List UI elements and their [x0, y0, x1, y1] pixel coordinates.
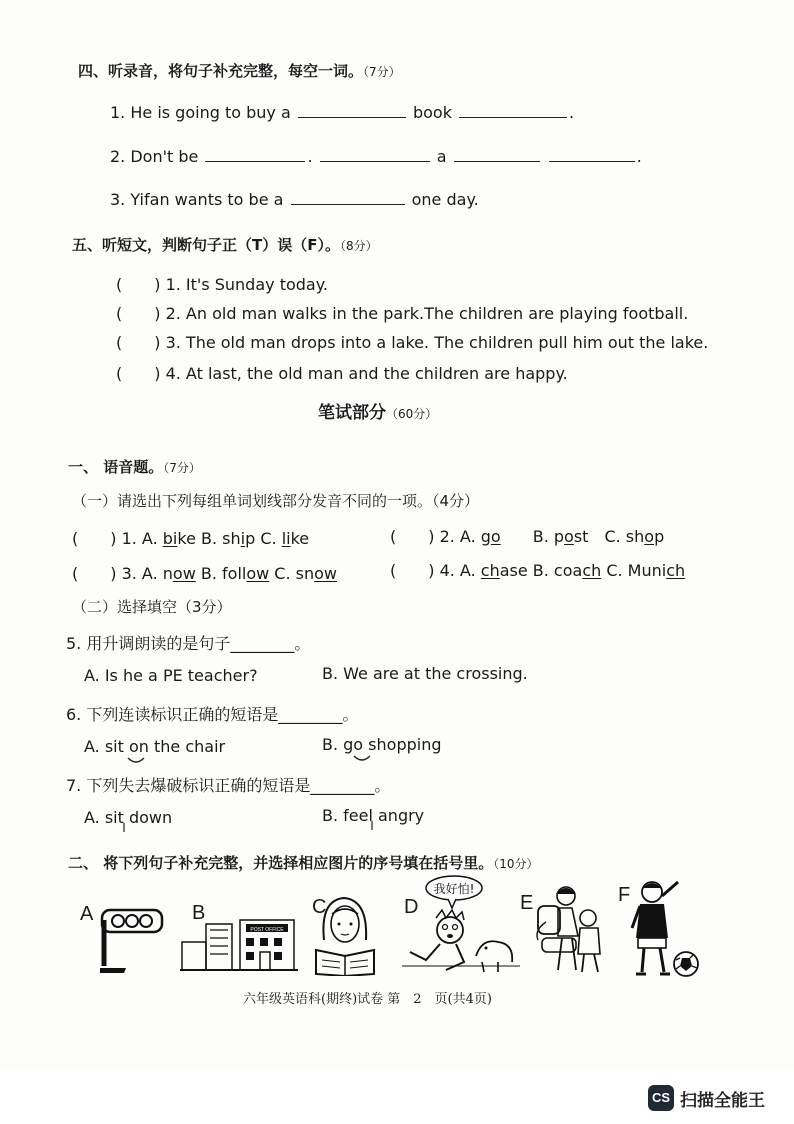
- phonics-part1-instruction: （一）请选出下列每组单词划线部分发音不同的一项。（4分）: [72, 492, 480, 510]
- picture-label-c: C: [312, 896, 327, 918]
- tf-item: ( ) 4. At last, the old man and the children are happy.: [116, 364, 568, 383]
- question-4-1: 1. He is going to buy a book .: [110, 103, 575, 122]
- question-4-3: 3. Yifan wants to be a one day.: [110, 190, 479, 209]
- phonics-row-2: ( ) 3. A. now B. follow C. snow: [72, 564, 337, 583]
- section-4-heading: 四、听录音，将句子补充完整，每空一词。（7分）: [78, 62, 401, 80]
- traffic-light-picture: [96, 906, 168, 976]
- question-4-2: 2. Don't be . a .: [110, 147, 642, 166]
- phonics-row-1b: ( ) 2. A. go B. post C. shop: [390, 527, 665, 546]
- tf-item: ( ) 2. An old man walks in the park.The children are playing football.: [116, 304, 689, 323]
- section-5-heading: 五、听短文，判断句子正（T）误（F）。（8分）: [72, 236, 378, 254]
- liaison-mark-icon: [352, 755, 372, 763]
- camscanner-logo: CS: [648, 1085, 674, 1111]
- question-5-option-a: A. Is he a PE teacher?: [84, 666, 258, 685]
- post-office-picture: [180, 912, 298, 972]
- tf-item: ( ) 3. The old man drops into a lake. The children pull him out the lake.: [116, 333, 709, 352]
- scared-boy-dog-picture: [402, 874, 520, 974]
- girl-reading-picture: [310, 892, 380, 976]
- soccer-referee-picture: [630, 876, 704, 978]
- tf-item: ( ) 1. It's Sunday today.: [116, 275, 328, 294]
- picture-label-e: E: [520, 892, 534, 914]
- question-7-option-a: A. sit down: [84, 808, 172, 827]
- phonics-part2-instruction: （二）选择填空（3分）: [72, 598, 232, 616]
- phonics-row-2b: ( ) 4. A. chase B. coach C. Munich: [390, 561, 686, 580]
- liaison-mark-icon: [126, 757, 146, 765]
- post-office-sign: POST OFFICE: [250, 927, 284, 933]
- picture-label-b: B: [192, 902, 206, 924]
- picture-label-d: D: [404, 896, 419, 918]
- written-part-title: 笔试部分（60分）: [318, 403, 438, 423]
- phonics-heading: 一、 语音题。（7分）: [68, 458, 201, 476]
- question-6-option-b: B. go shopping: [322, 735, 442, 754]
- picture-label-a: A: [80, 903, 94, 925]
- speech-bubble-text: 我好怕!: [433, 882, 475, 896]
- question-6: 6. 下列连读标识正确的短语是________。: [66, 705, 359, 724]
- question-6-option-a: A. sit on the chair: [84, 737, 225, 756]
- camscanner-text: 扫描全能王: [680, 1091, 765, 1111]
- question-5: 5. 用升调朗读的是句子________。: [66, 634, 311, 653]
- section-2-heading: 二、 将下列句子补充完整，并选择相应图片的序号填在括号里。（10分）: [68, 854, 539, 872]
- travelers-picture: [528, 882, 610, 974]
- phonics-row-1: ( ) 1. A. bike B. ship C. like: [72, 529, 310, 548]
- question-7: 7. 下列失去爆破标识正确的短语是________。: [66, 776, 391, 795]
- picture-label-f: F: [618, 884, 631, 906]
- question-5-option-b: B. We are at the crossing.: [322, 664, 528, 683]
- loss-of-plosion-mark-icon: [371, 821, 377, 831]
- question-7-option-b: B. feel angry: [322, 806, 424, 825]
- loss-of-plosion-mark-icon: [123, 823, 129, 833]
- page-footer: 六年级英语科(期终)试卷 第 2 页(共4页): [243, 992, 492, 1007]
